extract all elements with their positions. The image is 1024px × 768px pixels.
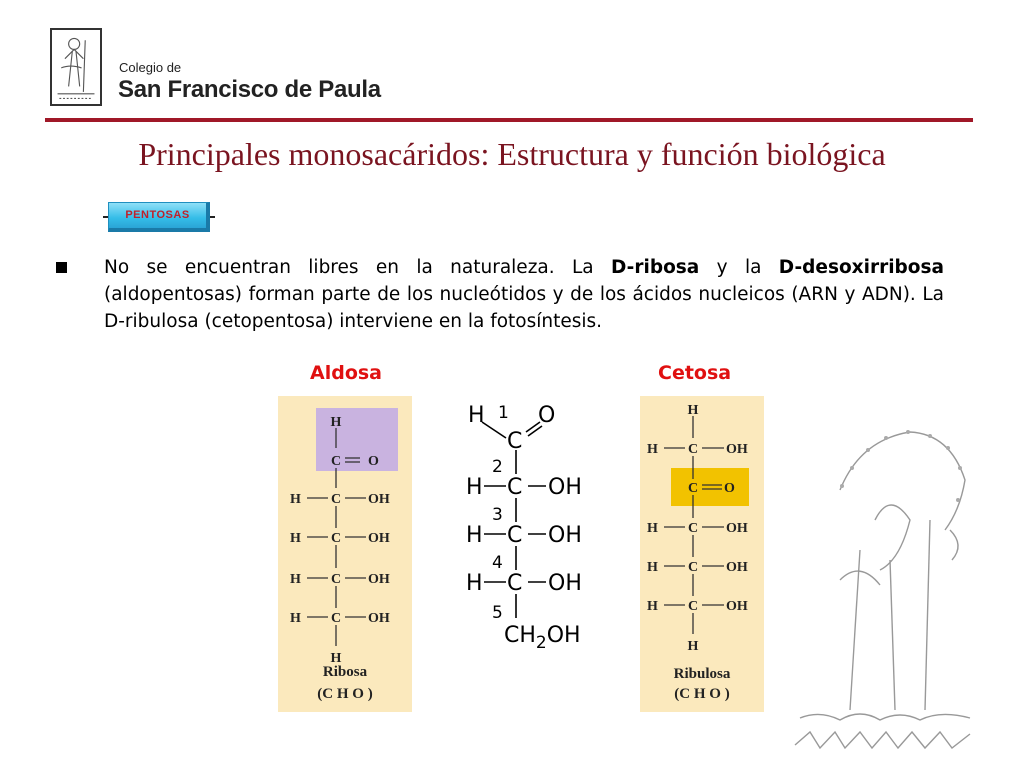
skeletal-o: O xyxy=(538,403,556,428)
ribulosa-o2: O xyxy=(724,481,735,496)
ribosa-c2: C xyxy=(330,492,342,507)
ribulosa-h-bottom: H xyxy=(687,639,699,654)
logo-school-name: San Francisco de Paula xyxy=(118,76,381,103)
ribulosa-h4: H xyxy=(647,560,658,575)
ribosa-c3: C xyxy=(330,531,342,546)
ribulosa-c2: C xyxy=(687,481,699,496)
ribulosa-c3: C xyxy=(687,521,699,536)
ribosa-formula: (C H O ) xyxy=(317,686,373,702)
ribosa-h-bottom: H xyxy=(330,651,342,666)
ribulosa-c4: C xyxy=(687,560,699,575)
logo-line-1: Colegio de xyxy=(119,60,182,75)
d-ribosa-term: D-ribosa xyxy=(610,257,700,278)
ribosa-o1: O xyxy=(368,454,379,469)
ribosa-c5: C xyxy=(330,611,342,626)
ribulosa-oh3: OH xyxy=(726,521,748,536)
ribosa-h3: H xyxy=(290,531,301,546)
ribulosa-h1: H xyxy=(647,442,658,457)
ribulosa-h3: H xyxy=(647,521,658,536)
ch2oh-oh: OH xyxy=(546,623,581,648)
carbon-number-5: 5 xyxy=(492,603,503,623)
ribosa-c1: C xyxy=(330,454,342,469)
ribulosa-oh5: OH xyxy=(726,599,748,614)
ribulosa-name: Ribulosa xyxy=(673,666,731,682)
skeletal-c4: C xyxy=(507,571,523,596)
pentosas-badge-wrap xyxy=(103,201,215,235)
ribosa-name: Ribosa xyxy=(322,664,368,680)
ch2oh-ch: CH xyxy=(504,623,536,648)
skeletal-oh2: OH xyxy=(548,475,582,500)
body-paragraph xyxy=(104,254,944,335)
carbon-number-1: 1 xyxy=(498,403,509,423)
ribosa-h5: H xyxy=(290,611,301,626)
ribulosa-formula: (C H O ) xyxy=(674,686,730,702)
ribulosa-c5: C xyxy=(687,599,699,614)
ribosa-h-top: H xyxy=(330,415,342,430)
para-text-1: No se encuentran libres en la naturaleza. La xyxy=(104,257,611,278)
ribulosa-h5: H xyxy=(647,599,658,614)
skeletal-c2: C xyxy=(507,475,523,500)
aldosa-label: Aldosa xyxy=(310,362,383,384)
ribulosa-h-top: H xyxy=(687,403,699,418)
ribosa-oh4: OH xyxy=(368,572,390,587)
para-text-2: y la xyxy=(699,257,779,278)
ribulosa-oh1: OH xyxy=(726,442,748,457)
ribosa-h4: H xyxy=(290,572,301,587)
ribosa-oh2: OH xyxy=(368,492,390,507)
school-logo-icon xyxy=(50,28,102,106)
ribosa-c4: C xyxy=(330,572,342,587)
ch2oh-sub: 2 xyxy=(535,633,547,653)
ribulosa-panel xyxy=(640,396,764,712)
cetosa-label: Cetosa xyxy=(658,362,732,384)
para-text-3: (aldopentosas) forman parte de los nucleótidos y de los ácidos nucleicos (ARN y ADN). La D-ribulosa (cetopentosa) interviene en la fotosíntesis. xyxy=(104,284,944,332)
bullet-square-icon xyxy=(56,262,67,273)
ribulosa-c1: C xyxy=(687,442,699,457)
carbon-number-3: 3 xyxy=(492,505,503,525)
skeletal-ch2oh xyxy=(504,623,581,653)
carbon-number-2: 2 xyxy=(492,457,503,477)
ribosa-oh3: OH xyxy=(368,531,390,546)
skeletal-c3: C xyxy=(507,523,523,548)
header-divider xyxy=(45,118,973,122)
ribulosa-structure xyxy=(640,396,764,712)
d-desoxirribosa-term: D-desoxirribosa xyxy=(778,257,944,278)
skeletal-h4: H xyxy=(466,571,483,596)
skeletal-structure xyxy=(460,396,590,658)
skeletal-h1: H xyxy=(468,403,485,428)
ribosa-oh5: OH xyxy=(368,611,390,626)
ribosa-panel xyxy=(278,396,412,712)
carbon-number-4: 4 xyxy=(492,553,503,573)
pentosas-button[interactable]: PENTOSAS xyxy=(108,202,210,232)
page-title: Principales monosacáridos: Estructura y función biológica xyxy=(138,136,886,172)
ribosa-h2: H xyxy=(290,492,301,507)
skeletal-h3: H xyxy=(466,523,483,548)
skeletal-oh3: OH xyxy=(548,523,582,548)
skeletal-oh4: OH xyxy=(548,571,582,596)
skeletal-c1: C xyxy=(507,429,523,454)
badge-right-tick xyxy=(210,216,215,218)
skeletal-h2: H xyxy=(466,475,483,500)
ribulosa-oh4: OH xyxy=(726,560,748,575)
saint-sketch-watermark-icon xyxy=(780,410,990,760)
